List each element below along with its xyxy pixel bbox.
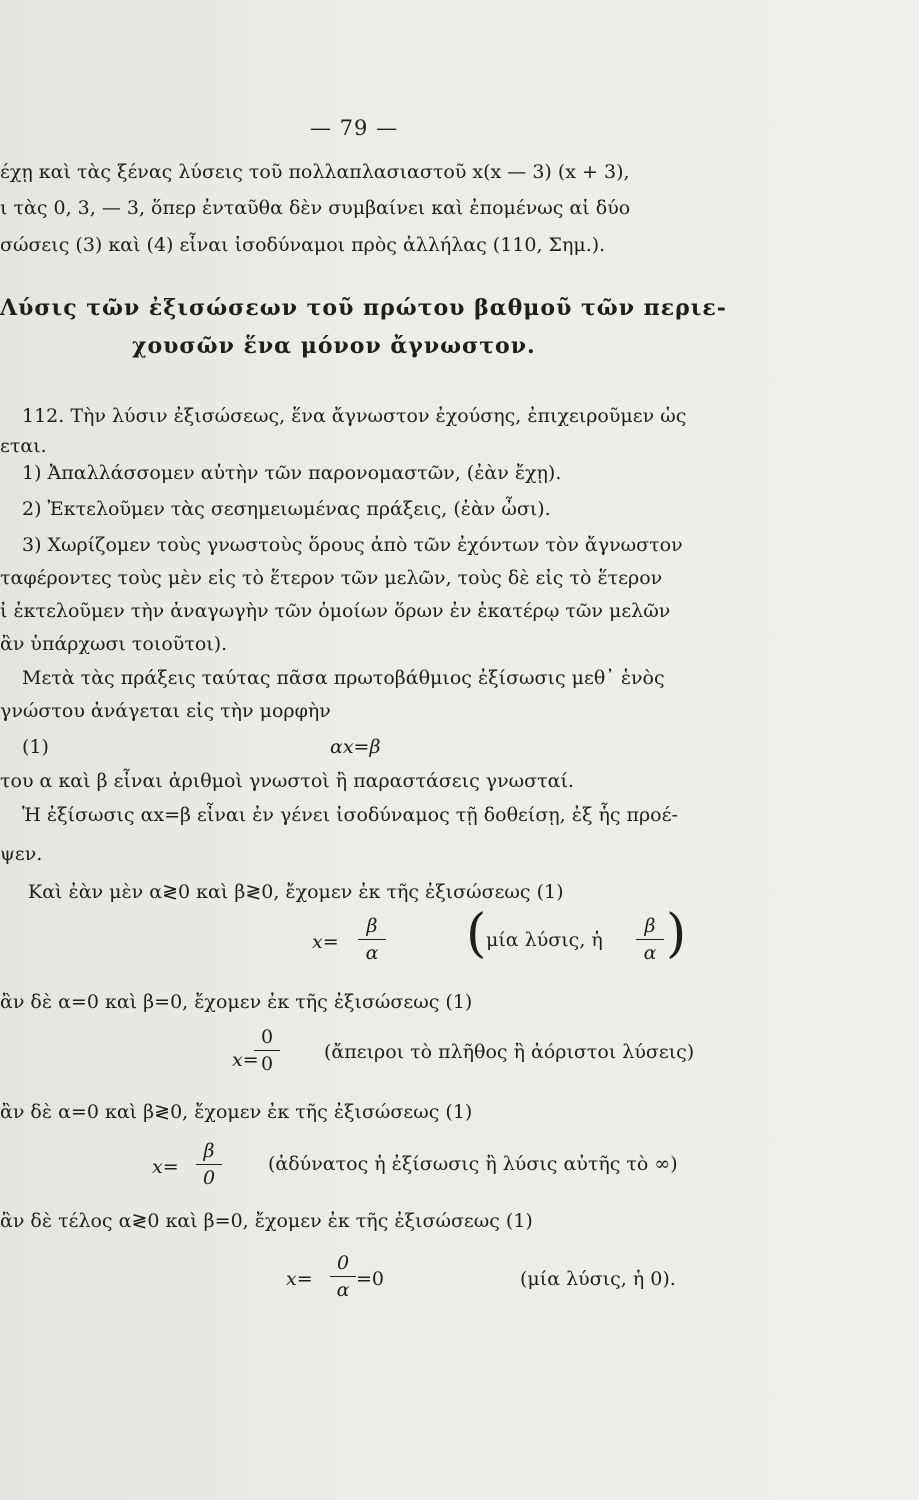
fraction-bar xyxy=(358,939,386,940)
close-parenthesis: ) xyxy=(666,904,687,964)
intro-line-2: ι τὰς 0, 3, — 3, ὅπερ ἐνταῦθα δὲν συμβαίνει καὶ ἐπομένως αἱ δύο xyxy=(0,197,631,219)
case-2-numerator: 0 xyxy=(260,1026,274,1048)
case-4-denominator: α xyxy=(336,1279,350,1301)
case-3-lhs: x= xyxy=(152,1156,179,1178)
case-1-lhs: x= xyxy=(312,931,339,953)
case-2-text: ἂν δὲ α=0 καὶ β=0, ἔχομεν ἐκ τῆς ἐξισώσεως (1) xyxy=(0,991,473,1013)
case-1-text: Καὶ ἐὰν μὲν α≷0 καὶ β≷0, ἔχομεν ἐκ τῆς ἐξισώσεως (1) xyxy=(28,881,564,903)
paragraph-forms-line-2: γνώστου ἀνάγεται εἰς τὴν μορφὴν xyxy=(0,700,331,722)
case-4-text: ἂν δὲ τέλος α≷0 καὶ β=0, ἔχομεν ἐκ τῆς ἐξισώσεως (1) xyxy=(0,1210,533,1232)
case-4-lhs: x= xyxy=(286,1268,313,1290)
case-3-note: (ἀδύνατος ἡ ἐξίσωσις ἢ λύσις αὐτῆς τὸ ∞) xyxy=(268,1153,678,1175)
step-3-line-4: ἂν ὑπάρχωσι τοιοῦτοι). xyxy=(0,633,228,655)
case-3-denominator: 0 xyxy=(202,1167,216,1189)
case-2-note: (ἄπειροι τὸ πλῆθος ἢ ἀόριστοι λύσεις) xyxy=(324,1041,695,1063)
paragraph-equivalence-line-2: ψεν. xyxy=(0,843,43,865)
intro-line-1: έχῃ καὶ τὰς ξένας λύσεις τοῦ πολλαπλασιαστοῦ x(x — 3) (x + 3), xyxy=(0,161,630,183)
case-4-rhs: =0 xyxy=(356,1268,385,1290)
case-3-text: ἂν δὲ α=0 καὶ β≷0, ἔχομεν ἐκ τῆς ἐξισώσεως (1) xyxy=(0,1101,473,1123)
paragraph-known: του α καὶ β εἶναι ἀριθμοὶ γνωστοὶ ἢ παραστάσεις γνωσταί. xyxy=(0,770,574,792)
case-4-fraction xyxy=(330,1252,356,1301)
open-parenthesis: ( xyxy=(466,904,487,964)
page-number: — 79 — xyxy=(310,116,399,140)
case-2-lhs: x= xyxy=(232,1049,259,1071)
paragraph-112: 112. Τὴν λύσιν ἐξισώσεως, ἕνα ἄγνωστον ἐχούσης, ἐπιχειροῦμεν ὡς xyxy=(22,405,687,427)
equation-label-1: (1) xyxy=(22,736,49,758)
case-2-fraction xyxy=(254,1026,280,1075)
case-1-fraction xyxy=(358,915,386,964)
equation-1: αx=β xyxy=(330,736,381,758)
case-1-numerator: β xyxy=(366,915,378,937)
case-1-note: μία λύσις, ἡ xyxy=(486,929,603,951)
paragraph-forms-line-1: Μετὰ τὰς πράξεις ταύτας πᾶσα πρωτοβάθμιος ἐξίσωσις μεθ᾿ ἑνὸς xyxy=(22,667,665,689)
case-1-note-fraction xyxy=(636,915,664,964)
section-heading-line-2: χουσῶν ἕνα μόνον ἄγνωστον. xyxy=(132,333,536,359)
step-1: 1) Ἀπαλλάσσομεν αὐτὴν τῶν παρονομαστῶν, (ἐὰν ἔχῃ). xyxy=(22,462,562,484)
case-4-note: (μία λύσις, ἡ 0). xyxy=(520,1268,676,1290)
step-2: 2) Ἐκτελοῦμεν τὰς σεσημειωμένας πράξεις, (ἐὰν ὦσι). xyxy=(22,498,551,520)
intro-line-3: σώσεις (3) καὶ (4) εἶναι ἰσοδύναμοι πρὸς ἀλλήλας (110, Σημ.). xyxy=(0,234,606,256)
case-1-note-denominator: α xyxy=(643,942,657,964)
step-3-line-3: ἰ ἐκτελοῦμεν τὴν ἀναγωγὴν τῶν ὁμοίων ὅρων ἐν ἑκατέρῳ τῶν μελῶν xyxy=(0,600,671,622)
case-3-numerator: β xyxy=(203,1140,215,1162)
section-heading-line-1: Λύσις τῶν ἐξισώσεων τοῦ πρώτου βαθμοῦ τῶν περιε- xyxy=(0,295,727,321)
case-1-denominator: α xyxy=(365,942,379,964)
paragraph-equivalence-line-1: Ἡ ἐξίσωσις αx=β εἶναι ἐν γένει ἰσοδύναμος τῇ δοθείσῃ, ἐξ ἧς προέ- xyxy=(22,804,678,826)
paragraph-112-cont: εται. xyxy=(0,435,47,457)
step-3-line-1: 3) Χωρίζομεν τοὺς γνωστοὺς ὅρους ἀπὸ τῶν ἐχόντων τὸν ἄγνωστον xyxy=(22,534,683,556)
fraction-bar xyxy=(330,1276,356,1277)
case-3-fraction xyxy=(196,1140,222,1189)
case-4-numerator: 0 xyxy=(336,1252,350,1274)
case-1-note-numerator: β xyxy=(644,915,656,937)
fraction-bar xyxy=(636,939,664,940)
fraction-bar xyxy=(196,1164,222,1165)
fraction-bar xyxy=(254,1050,280,1051)
case-2-denominator: 0 xyxy=(260,1053,274,1075)
step-3-line-2: ταφέροντες τοὺς μὲν εἰς τὸ ἕτερον τῶν μελῶν, τοὺς δὲ εἰς τὸ ἕτερον xyxy=(0,567,663,589)
